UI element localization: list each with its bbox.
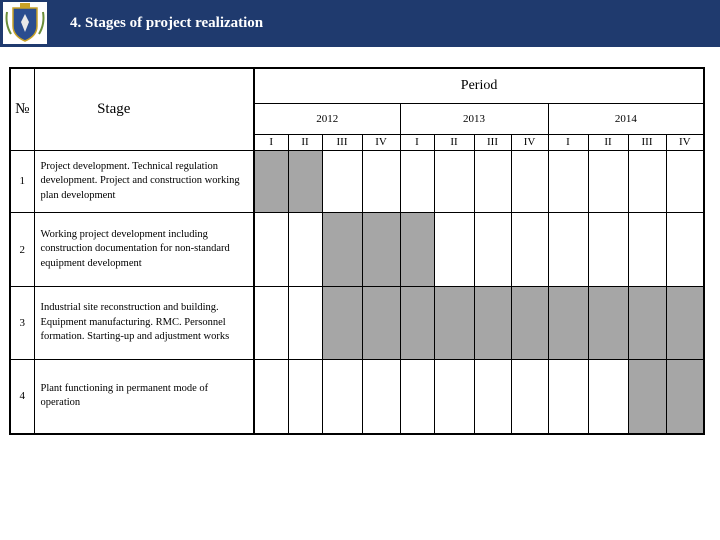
quarter-header: IV (362, 135, 400, 150)
gantt-cell-empty (322, 359, 362, 434)
gantt-cell-empty (254, 287, 288, 359)
gantt-cell-empty (288, 359, 322, 434)
gantt-cell-active (400, 212, 434, 287)
stage-row (10, 212, 704, 287)
gantt-cell-empty (400, 359, 434, 434)
gantt-cell-empty (362, 359, 400, 434)
gantt-cell-empty (666, 212, 704, 287)
quarter-header: II (288, 135, 322, 150)
gantt-cell-empty (666, 150, 704, 212)
gantt-cell-empty (288, 287, 322, 359)
gantt-cell-empty (322, 150, 362, 212)
gantt-cell-empty (628, 150, 666, 212)
gantt-cell-active (322, 287, 362, 359)
stage-description: Working project development including construction documentation for non-standard equipment development (34, 212, 254, 287)
gantt-cell-empty (588, 359, 628, 434)
quarter-header: I (548, 135, 588, 150)
stage-description: Industrial site reconstruction and building. Equipment manufacturing. RMC. Personnel formation. Starting-up and adjustment works (34, 287, 254, 359)
gantt-cell-empty (548, 359, 588, 434)
stages-gantt-table (9, 67, 705, 435)
gantt-cell-active (254, 150, 288, 212)
number-column-header: № (10, 68, 34, 150)
gantt-cell-empty (400, 150, 434, 212)
gantt-cell-empty (588, 212, 628, 287)
year-header: 2012 (254, 104, 400, 135)
quarter-header: II (434, 135, 474, 150)
gantt-cell-active (288, 150, 322, 212)
stage-description: Project development. Technical regulation development. Project and construction working plan development (34, 150, 254, 212)
stage-number: 3 (10, 287, 34, 359)
stage-row (10, 359, 704, 434)
gantt-cell-empty (474, 359, 511, 434)
gantt-cell-empty (254, 212, 288, 287)
stage-column-header: Stage (34, 68, 254, 150)
quarter-header: II (588, 135, 628, 150)
stage-number: 1 (10, 150, 34, 212)
coat-of-arms-icon (3, 2, 47, 44)
gantt-cell-empty (548, 212, 588, 287)
gantt-cell-active (322, 212, 362, 287)
quarter-header: III (474, 135, 511, 150)
quarter-header: IV (666, 135, 704, 150)
gantt-cell-active (588, 287, 628, 359)
quarter-header: I (254, 135, 288, 150)
quarter-header: III (628, 135, 666, 150)
gantt-cell-active (511, 287, 548, 359)
quarter-header: III (322, 135, 362, 150)
year-header: 2014 (548, 104, 704, 135)
gantt-cell-active (548, 287, 588, 359)
gantt-cell-active (628, 287, 666, 359)
gantt-cell-active (362, 212, 400, 287)
gantt-cell-active (400, 287, 434, 359)
gantt-cell-empty (511, 212, 548, 287)
gantt-cell-empty (588, 150, 628, 212)
stage-row (10, 150, 704, 212)
stage-row (10, 287, 704, 359)
slide-title: 4. Stages of project realization (70, 15, 264, 31)
gantt-cell-active (666, 359, 704, 434)
gantt-cell-empty (434, 150, 474, 212)
gantt-cell-active (474, 287, 511, 359)
gantt-cell-empty (434, 212, 474, 287)
gantt-cell-active (434, 287, 474, 359)
gantt-cell-empty (474, 150, 511, 212)
gantt-cell-empty (474, 212, 511, 287)
stage-description: Plant functioning in permanent mode of operation (34, 359, 254, 434)
gantt-cell-empty (548, 150, 588, 212)
gantt-cell-active (628, 359, 666, 434)
gantt-cell-empty (511, 359, 548, 434)
period-header: Period (254, 68, 704, 104)
gantt-cell-active (362, 287, 400, 359)
gantt-cell-empty (511, 150, 548, 212)
year-header: 2013 (400, 104, 548, 135)
quarter-header: IV (511, 135, 548, 150)
gantt-cell-active (666, 287, 704, 359)
stage-number: 2 (10, 212, 34, 287)
slide-header (0, 0, 720, 47)
gantt-cell-empty (628, 212, 666, 287)
gantt-cell-empty (362, 150, 400, 212)
stage-number: 4 (10, 359, 34, 434)
gantt-cell-empty (434, 359, 474, 434)
quarter-header: I (400, 135, 434, 150)
gantt-cell-empty (288, 212, 322, 287)
gantt-cell-empty (254, 359, 288, 434)
